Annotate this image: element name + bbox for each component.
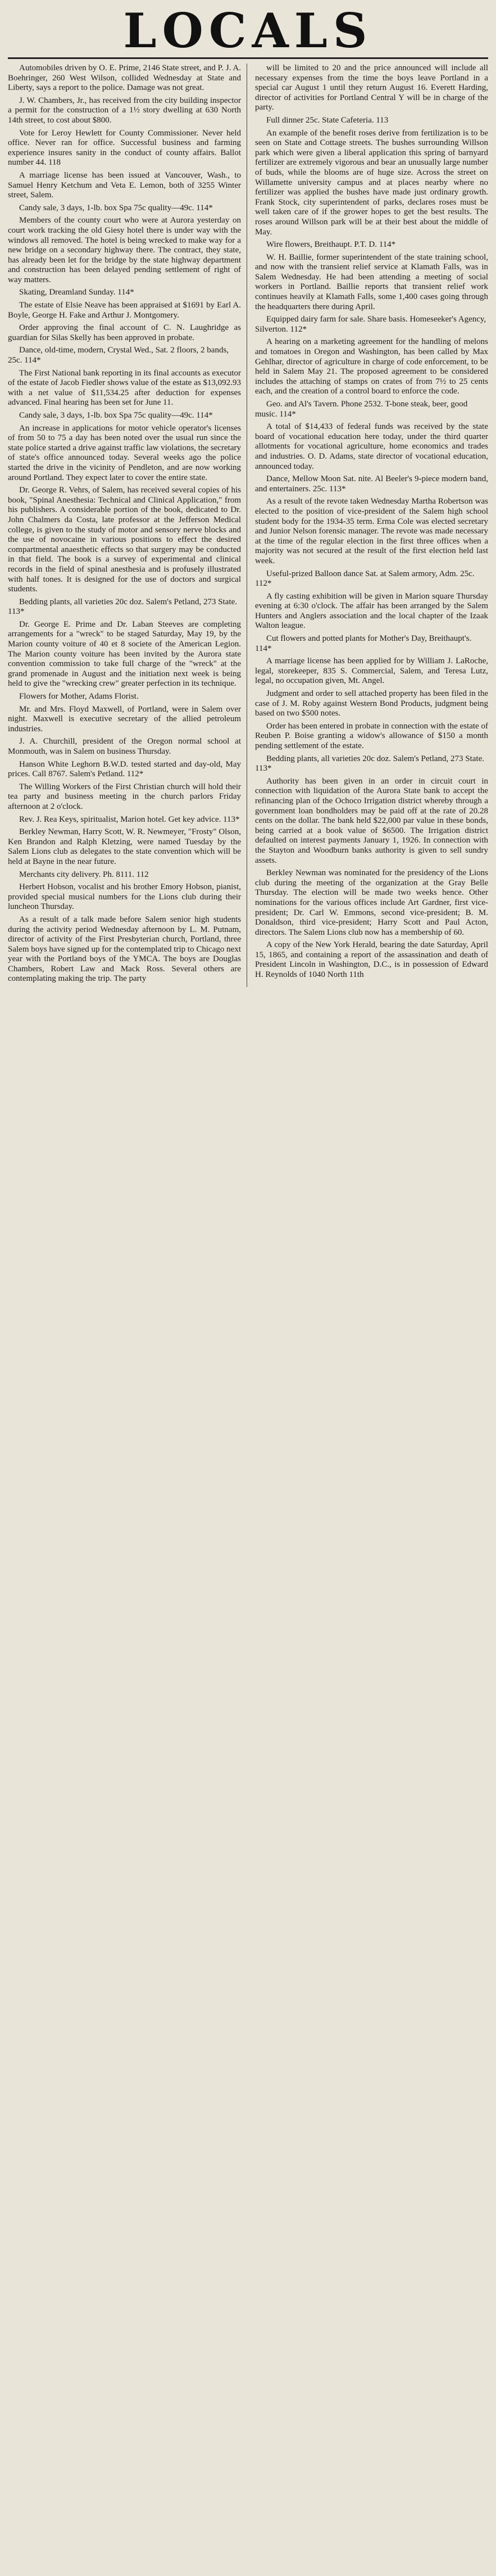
news-item: Mr. and Mrs. Floyd Maxwell, of Portland, were in Salem over night. Maxwell is executive secretary of the allied petroleum industries. bbox=[8, 704, 241, 734]
news-item: Skating, Dreamland Sunday. 114* bbox=[19, 288, 134, 297]
news-item: A marriage license has been applied for by William J. LaRoche, legal, storekeeper, 835 S. Commercial, Salem, and Teresa Lutz, legal, no occupation given, Mt. Angel. bbox=[255, 657, 488, 686]
news-item: Herbert Hobson, vocalist and his brother Emory Hobson, pianist, provided special musical numbers for the Lions club during their luncheon Thursday. bbox=[8, 882, 241, 912]
news-item: The estate of Elsie Neave has been appraised at $1691 by Earl A. Boyle, George H. Fake and Arthur J. Montgomery. bbox=[8, 301, 241, 320]
news-item: As a result of a talk made before Salem senior high students during the activity period Wednesday afternoon by L. M. Putnam, director of activity of the First Presbyterian church, Portland, three Salem boys have signed up for the contemplated trip to Chicago next year with the Portland boys of the YMCA. The boys are Douglas Chambers, Robert Law and Mack Ross. Several others are contemplating making the trip. The party bbox=[8, 914, 241, 984]
left-column bbox=[8, 64, 247, 987]
news-item: An increase in applications for motor vehicle operator's licenses of from 50 to 75 a day has been noted over the usual run since the state police started a drive against traffic law violations, the secretary of state's office announced today. Several weeks ago the police started the drive in the vicinity of Pendleton, and are now working around Portland. They expect later to cover the entire state. bbox=[8, 423, 241, 482]
news-item: Order has been entered in probate in connection with the estate of Reuben P. Boise granting a widow's allowance of $150 a month pending settlement of the estate. bbox=[255, 721, 488, 750]
news-item: W. H. Baillie, former superintendent of the state training school, and now with the transient relief service at Klamath Falls, was in Salem Wednesday. He had been attending a meeting of social workers in Portland. Baillie reports that transient relief work continues heavily at Klamath Falls, some 1,400 cases going through the headquarters there during April. bbox=[255, 252, 488, 311]
news-item: Cut flowers and potted plants for Mother's Day, Breithaupt's. 114* bbox=[255, 634, 472, 653]
columns bbox=[8, 64, 488, 987]
news-item: Useful-prized Balloon dance Sat. at Salem armory, Adm. 25c. 112* bbox=[255, 569, 475, 588]
news-item: The First National bank reporting in its final accounts as executor of the estate of Jacob Fiedler shows value of the estate as $13,092.93 with a net value of $11,534.25 after deduction for expenses advanced. Final hearing has been set for June 11. bbox=[8, 368, 241, 408]
news-item: Dance, old-time, modern, Crystal Wed., Sat. 2 floors, 2 bands, 25c. 114* bbox=[8, 346, 229, 365]
masthead bbox=[8, 4, 488, 59]
news-item: Authority has been given in an order in circuit court in connection with liquidation of the Aurora State bank to accept the refinancing plan of the Ochoco Irrigation district whereby through a government loan bondholders may be paid off at the rate of 20.28 cents on the dollar. The bank held $22,000 par value in these bonds, being carried at a book value of $6500. The Irrigation district defaulted on interest payments January 1, 1926. In connection with the Stayton and Woodburn banks authority is given to sell sundry assets. bbox=[255, 776, 488, 865]
news-item: Berkley Newman was nominated for the presidency of the Lions club during the meeting of the organization at the Gray Belle Thursday. The election will be made two weeks hence. Other nominations for the various offices include Art Gardner, first vice-president; Dr. Carl W. Emmons, second vice-president; B. M. Donaldson, third vice-president; Harry Scott and Paul Acton, directors. The Salem Lions club now has a membership of 60. bbox=[255, 868, 488, 937]
news-item: Hanson White Leghorn B.W.D. tested started and day-old, May prices. Call 8767. Salem's Petland. 112* bbox=[8, 759, 241, 779]
news-item: A marriage license has been issued at Vancouver, Wash., to Samuel Henry Ketchum and Veta E. Lemon, both of 3255 Winter street, Salem. bbox=[8, 170, 241, 200]
news-item: An example of the benefit roses derive from fertilization is to be seen on State and Cottage streets. The bushes surrounding Willson park which were given a liberal application this spring of barnyard fertilizer are extremely vigorous and bear an unusually large number of buds, while the blooms are of huge size. Across the street on Willamette university campus and at places nearby where no fertilizer was applied the bushes have made just ordinary growth. Frank Stock, city superintendent of parks, declares roses must be well taken care of if the grower hopes to get the best results. The roses around Willson park will be at their best about the middle of May. bbox=[255, 128, 488, 237]
news-item: Equipped dairy farm for sale. Share basis. Homeseeker's Agency, Silverton. 112* bbox=[255, 315, 486, 334]
news-item: The Willing Workers of the First Christian church will hold their tea party and business meeting in the church parlors Friday afternoon at 2 o'clock. bbox=[8, 782, 241, 811]
news-item: Dr. George E. Prime and Dr. Laban Steeves are completing arrangements for a "wreck" to be staged Saturday, May 19, by the Marion county voiture of 40 et 8 societe of the American Legion. The Marion county voiture has been invited by the Aurora state convention commission to take full charge of the "wreck" at the grand promenade in August and the initiation next week is being held to give the "wrecking crew" greater perfection in its technique. bbox=[8, 619, 241, 689]
news-item: Order approving the final account of C. N. Laughridge as guardian for Silas Skelly has been approved in probate. bbox=[8, 323, 241, 342]
news-item: A hearing on a marketing agreement for the handling of melons and tomatoes in Oregon and Washington, has been called by Max Gehlhar, director of agriculture in charge of code enforcement, to be held in Salem May 21. The proposed agreement to be considered includes the attaching of stamps on crates of from 7½ to 25 cents each, and the creation of a control board to enforce the code. bbox=[255, 337, 488, 396]
news-item: Candy sale, 3 days, 1-lb. box Spa 75c quality—49c. 114* bbox=[19, 411, 213, 420]
news-item: Full dinner 25c. State Cafeteria. 113 bbox=[266, 115, 389, 125]
news-item: Rev. J. Rea Keys, spiritualist, Marion hotel. Get key advice. 113* bbox=[19, 814, 240, 824]
news-item: Wire flowers, Breithaupt. P.T. D. 114* bbox=[266, 240, 396, 250]
right-column bbox=[255, 64, 488, 987]
news-item: Bedding plants, all varieties 20c doz. Salem's Petland, 273 State. 113* bbox=[8, 597, 238, 617]
news-item: A copy of the New York Herald, bearing the date Saturday, April 15, 1865, and containing a report of the assassination and death of President Lincoln in Washington, D.C., is in possession of Edward H. Reynolds of 1040 North 11th bbox=[255, 940, 488, 980]
news-item: Dr. George R. Vehrs, of Salem, has received several copies of his book, "Spinal Anesthesia: Technical and Clinical Application," from his publishers. A considerable portion of the book, dedicated to Dr. John Chalmers da Costa, late professor at the Jefferson Medical college, is given to the study of motor and sensory nerve blocks and the use of novocaine in various positions to effect the desired compartmental anaesthetic effects so that surgery may be conducted in that field. The book is a survey of experimental and clinical records in the field of spinal anesthesia and is profusely illustrated with half tones. It is designed for the use of doctors and surgical students. bbox=[8, 486, 241, 594]
news-item: Judgment and order to sell attached property has been filed in the case of J. M. Roby against Western Bond Products, judgment being based on two $500 notes. bbox=[255, 689, 488, 718]
news-item: Flowers for Mother, Adams Florist. bbox=[19, 692, 139, 701]
news-item: Members of the county court who were at Aurora yesterday on court work tracking the old Giesy hotel there is under way with the windows all removed. The hotel is being wrecked to make way for a new bridge on a secondary highway there. The contract, they state, has already been let for the bridge by the state highway department and construction has been delayed pending settlement of right of way matters. bbox=[8, 216, 241, 284]
news-item: Geo. and Al's Tavern. Phone 2532. T-bone steak, beer, good music. 114* bbox=[255, 400, 468, 419]
section-heading: LOCALS bbox=[123, 3, 373, 58]
news-item: Vote for Leroy Hewlett for County Commissioner. Never held office. Never ran for office. Successful business and farming experience insures sanity in the conduct of county affairs. Ballot number 44. 118 bbox=[8, 128, 241, 167]
news-item: Candy sale, 3 days, 1-lb. box Spa 75c quality—49c. 114* bbox=[19, 203, 213, 212]
news-item: Automobiles driven by O. E. Prime, 2146 State street, and P. J. A. Boehringer, 260 West Wilson, collided Wednesday at State and Liberty, says a report to the police. Damage was not great. bbox=[8, 64, 241, 93]
news-item: Dance, Mellow Moon Sat. nite. Al Beeler's 9-piece modern band, and entertainers. 25c. 113* bbox=[255, 474, 488, 494]
news-item: As a result of the revote taken Wednesday Martha Robertson was elected to the position of vice-president of the Salem high school student body for the 1934-35 term. Erma Cole was elected secretary and Junior Nelson forensic manager. The revote was made necessary at the time of the regular election in the first three offices when a majority was not secured at the result of the first election held last week. bbox=[255, 497, 488, 565]
news-item: J. W. Chambers, Jr., has received from the city building inspector a permit for the construction of a 1½ story dwelling at 630 North 14th street, to cost about $800. bbox=[8, 96, 241, 125]
news-item: J. A. Churchill, president of the Oregon normal school at Monmouth, was in Salem on business Thursday. bbox=[8, 737, 241, 756]
news-item: A fly casting exhibition will be given in Marion square Thursday evening at 6:30 o'clock. The affair has been arranged by the Salem Hunters and Anglers association and the local chapter of the Izaak Walton league. bbox=[255, 591, 488, 631]
news-item: Berkley Newman, Harry Scott, W. R. Newmeyer, "Frosty" Olson, Ken Brandon and Ralph Kletzing, were named Tuesday by the Salem Lions club as delegates to the state convention which will be held at Bayne in the near future. bbox=[8, 827, 241, 866]
news-item: will be limited to 20 and the price announced will include all necessary expenses from the time the boys leave Portland in a special car August 1 until they return August 16. Everett Harding, director of activities for Portland Central Y will be in charge of the party. bbox=[255, 64, 488, 112]
news-item: Merchants city delivery. Ph. 8111. 112 bbox=[19, 870, 149, 879]
news-item: A total of $14,433 of federal funds was received by the state board of vocational education here today, under the third quarter allotments for vocational agriculture, home economics and trades and industries. O. D. Adams, state director of vocational education, announced today. bbox=[255, 422, 488, 471]
news-item: Bedding plants, all varieties 20c doz. Salem's Petland, 273 State. 113* bbox=[255, 754, 485, 773]
